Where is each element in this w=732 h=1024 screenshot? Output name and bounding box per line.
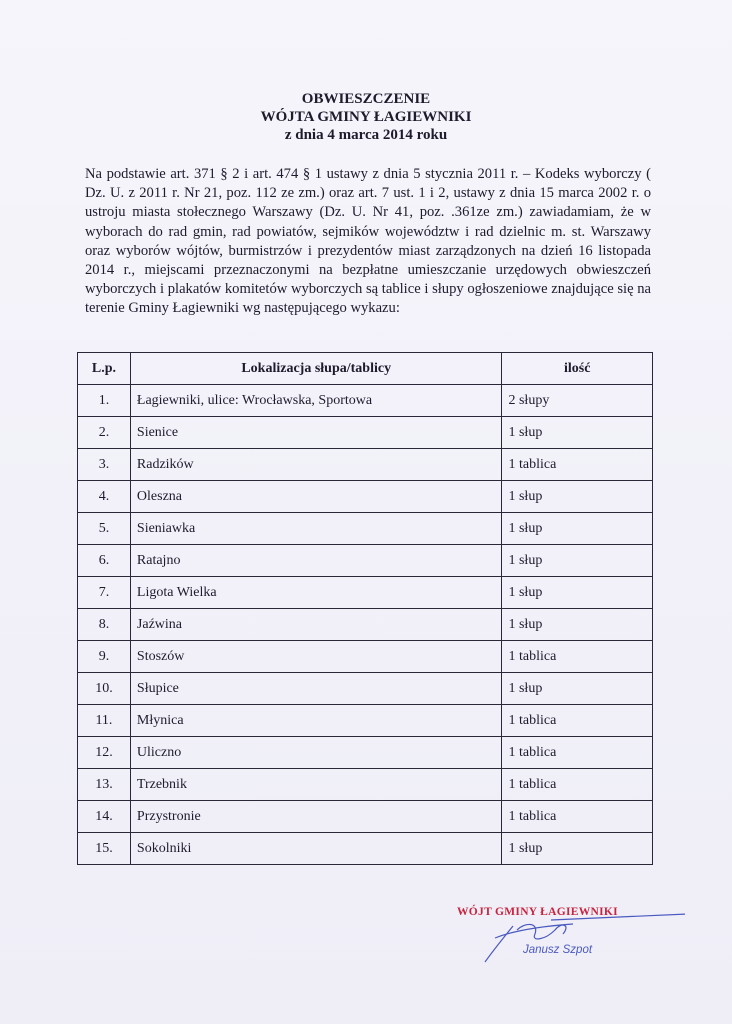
row-location: Łagiewniki, ulice: Wrocławska, Sportowa xyxy=(130,385,502,417)
row-number: 4. xyxy=(78,481,131,513)
row-quantity: 1 słup xyxy=(502,513,653,545)
col-header-location: Lokalizacja słupa/tablicy xyxy=(130,353,502,385)
row-quantity: 1 tablica xyxy=(502,705,653,737)
table-row xyxy=(78,417,653,449)
row-number: 2. xyxy=(78,417,131,449)
row-number: 15. xyxy=(78,833,131,865)
locations-table xyxy=(77,352,653,865)
table-body xyxy=(78,385,653,865)
row-quantity: 1 tablica xyxy=(502,449,653,481)
col-header-lp: L.p. xyxy=(78,353,131,385)
row-number: 14. xyxy=(78,801,131,833)
row-location: Ligota Wielka xyxy=(130,577,502,609)
signature-stamp xyxy=(455,900,685,975)
row-location: Sieniawka xyxy=(130,513,502,545)
row-quantity: 1 tablica xyxy=(502,641,653,673)
row-number: 10. xyxy=(78,673,131,705)
row-location: Przystronie xyxy=(130,801,502,833)
row-location: Trzebnik xyxy=(130,769,502,801)
table-row xyxy=(78,833,653,865)
row-number: 1. xyxy=(78,385,131,417)
col-header-quantity: ilość xyxy=(502,353,653,385)
row-location: Młynica xyxy=(130,705,502,737)
table-row xyxy=(78,705,653,737)
table-row xyxy=(78,449,653,481)
row-quantity: 1 słup xyxy=(502,577,653,609)
row-quantity: 1 słup xyxy=(502,609,653,641)
row-number: 12. xyxy=(78,737,131,769)
table-row xyxy=(78,609,653,641)
table-row xyxy=(78,545,653,577)
row-location: Stoszów xyxy=(130,641,502,673)
row-number: 7. xyxy=(78,577,131,609)
table-row xyxy=(78,769,653,801)
notice-title: OBWIESZCZENIE xyxy=(301,91,431,107)
row-number: 6. xyxy=(78,545,131,577)
row-quantity: 2 słupy xyxy=(502,385,653,417)
row-number: 9. xyxy=(78,641,131,673)
table-row xyxy=(78,641,653,673)
table-header-row xyxy=(78,353,653,385)
row-location: Słupice xyxy=(130,673,502,705)
row-number: 5. xyxy=(78,513,131,545)
notice-body: Na podstawie art. 371 § 2 i art. 474 § 1 ustawy z dnia 5 stycznia 2011 r. – Kodeks wyborczy ( Dz. U. z 2011 r. Nr 21, poz. 112 ze zm.) oraz art. 7 ust. 1 i 2, ustawy z dnia 15 marca 2002 r. o ustroju miasta stołecznego Warszawy (Dz. U. Nr 41, poz. .361ze zm.) zawiadamiam, że w wyborach do rad gmin, rad powiatów, sejmików województw i rad dzielnic m. st. Warszawy oraz wyborów wójtów, burmistrzów i prezydentów miast zarządzonych na dzień 16 listopada 2014 r., miejscami przeznaczonymi na bezpłatne umieszczanie urzędowych obwieszczeń wyborczych i plakatów komitetów wyborczych są tablice i słupy ogłoszeniowe znajdujące się na terenie Gminy Łagiewniki wg następującego wykazu: xyxy=(85,166,651,317)
table-row xyxy=(78,481,653,513)
table-row xyxy=(78,513,653,545)
row-location: Uliczno xyxy=(130,737,502,769)
row-quantity: 1 tablica xyxy=(502,737,653,769)
row-location: Radzików xyxy=(130,449,502,481)
row-quantity: 1 słup xyxy=(502,481,653,513)
row-quantity: 1 tablica xyxy=(502,769,653,801)
table-row xyxy=(78,801,653,833)
row-number: 13. xyxy=(78,769,131,801)
table-row xyxy=(78,673,653,705)
notice-date: z dnia 4 marca 2014 roku xyxy=(284,127,448,143)
stamp-title: WÓJT GMINY ŁAGIEWNIKI xyxy=(457,906,618,918)
row-quantity: 1 tablica xyxy=(502,801,653,833)
row-number: 3. xyxy=(78,449,131,481)
row-quantity: 1 słup xyxy=(502,833,653,865)
signer-name: Janusz Szpot xyxy=(523,944,593,956)
row-quantity: 1 słup xyxy=(502,417,653,449)
row-number: 11. xyxy=(78,705,131,737)
table-row xyxy=(78,577,653,609)
row-location: Sokolniki xyxy=(130,833,502,865)
row-quantity: 1 słup xyxy=(502,673,653,705)
table-row xyxy=(78,385,653,417)
row-quantity: 1 słup xyxy=(502,545,653,577)
table-row xyxy=(78,737,653,769)
row-location: Jaźwina xyxy=(130,609,502,641)
row-location: Ratajno xyxy=(130,545,502,577)
notice-header xyxy=(0,90,732,144)
row-location: Oleszna xyxy=(130,481,502,513)
row-location: Sienice xyxy=(130,417,502,449)
notice-issuer: WÓJTA GMINY ŁAGIEWNIKI xyxy=(260,109,472,125)
row-number: 8. xyxy=(78,609,131,641)
